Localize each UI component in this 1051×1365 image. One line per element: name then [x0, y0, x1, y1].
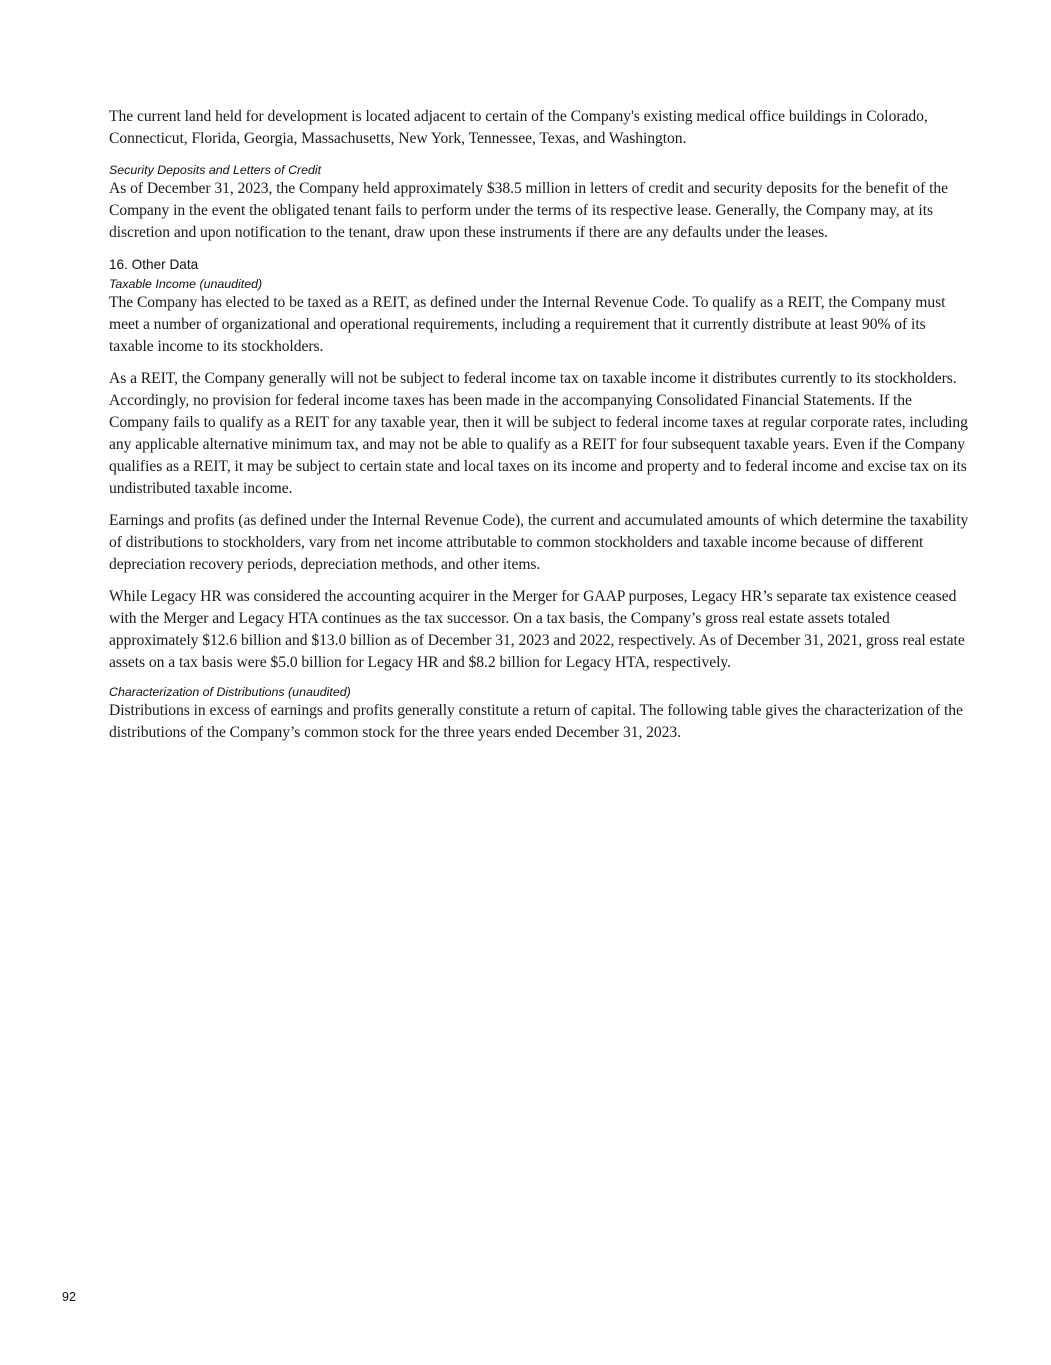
taxable-income-heading: Taxable Income (unaudited) — [109, 277, 263, 291]
taxable-income-paragraph: Earnings and profits (as defined under the Internal Revenue Code), the current and accumulated amounts of which determine the taxability of distributions to stockholders, vary from net income attributable to common stockholders and taxable income because of different depreciation recovery periods, depreciation methods, and other items. — [109, 512, 969, 573]
taxable-income-subsection — [109, 276, 969, 674]
land-development-paragraph: The current land held for development is located adjacent to certain of the Company's existing medical office buildings in Colorado, Connecticut, Florida, Georgia, Massachusetts, New York, Tennessee, Texas, and Washington. — [109, 108, 928, 147]
distributions-subsection — [109, 684, 969, 744]
page-content — [109, 106, 969, 754]
other-data-section — [109, 256, 969, 744]
security-deposits-section — [109, 162, 969, 244]
distributions-heading: Characterization of Distributions (unaudited) — [109, 685, 351, 699]
taxable-income-paragraph: While Legacy HR was considered the accounting acquirer in the Merger for GAAP purposes, Legacy HR’s separate tax existence ceased with the Merger and Legacy HTA continues as the tax successor. On a tax basis, the Company’s gross real estate assets totaled approximately $12.6 billion and $13.0 billion as of December 31, 2023 and 2022, respectively. As of December 31, 2021, gross real estate assets on a tax basis were $5.0 billion for Legacy HR and $8.2 billion for Legacy HTA, respectively. — [109, 588, 965, 671]
page-number: 92 — [62, 1290, 76, 1304]
taxable-income-paragraph: The Company has elected to be taxed as a REIT, as defined under the Internal Revenue Code. To qualify as a REIT, the Company must meet a number of organizational and operational requirements, including a requirement that it currently distribute at least 90% of its taxable income to its stockholders. — [109, 294, 946, 355]
other-data-heading: 16. Other Data — [109, 257, 199, 272]
taxable-income-paragraph: As a REIT, the Company generally will not be subject to federal income tax on taxable income it distributes currently to its stockholders. Accordingly, no provision for federal income taxes has been made in the accompanying Consolidated Financial Statements. If the Company fails to qualify as a REIT for any taxable year, then it will be subject to federal income taxes at regular corporate rates, including any applicable alternative minimum tax, and may not be able to qualify as a REIT for four subsequent taxable years. Even if the Company qualifies as a REIT, it may be subject to certain state and local taxes on its income and property and to federal income and excise tax on its undistributed taxable income. — [109, 370, 968, 497]
security-deposits-paragraph: As of December 31, 2023, the Company held approximately $38.5 million in letters of credit and security deposits for the benefit of the Company in the event the obligated tenant fails to perform under the terms of its respective lease. Generally, the Company may, at its discretion and upon notification to the tenant, draw upon these instruments if there are any defaults under the leases. — [109, 180, 948, 241]
distributions-paragraph: Distributions in excess of earnings and profits generally constitute a return of capital. The following table gives the characterization of the distributions of the Company’s common stock for the three years ended December 31, 2023. — [109, 702, 963, 741]
security-deposits-heading: Security Deposits and Letters of Credit — [109, 163, 322, 177]
